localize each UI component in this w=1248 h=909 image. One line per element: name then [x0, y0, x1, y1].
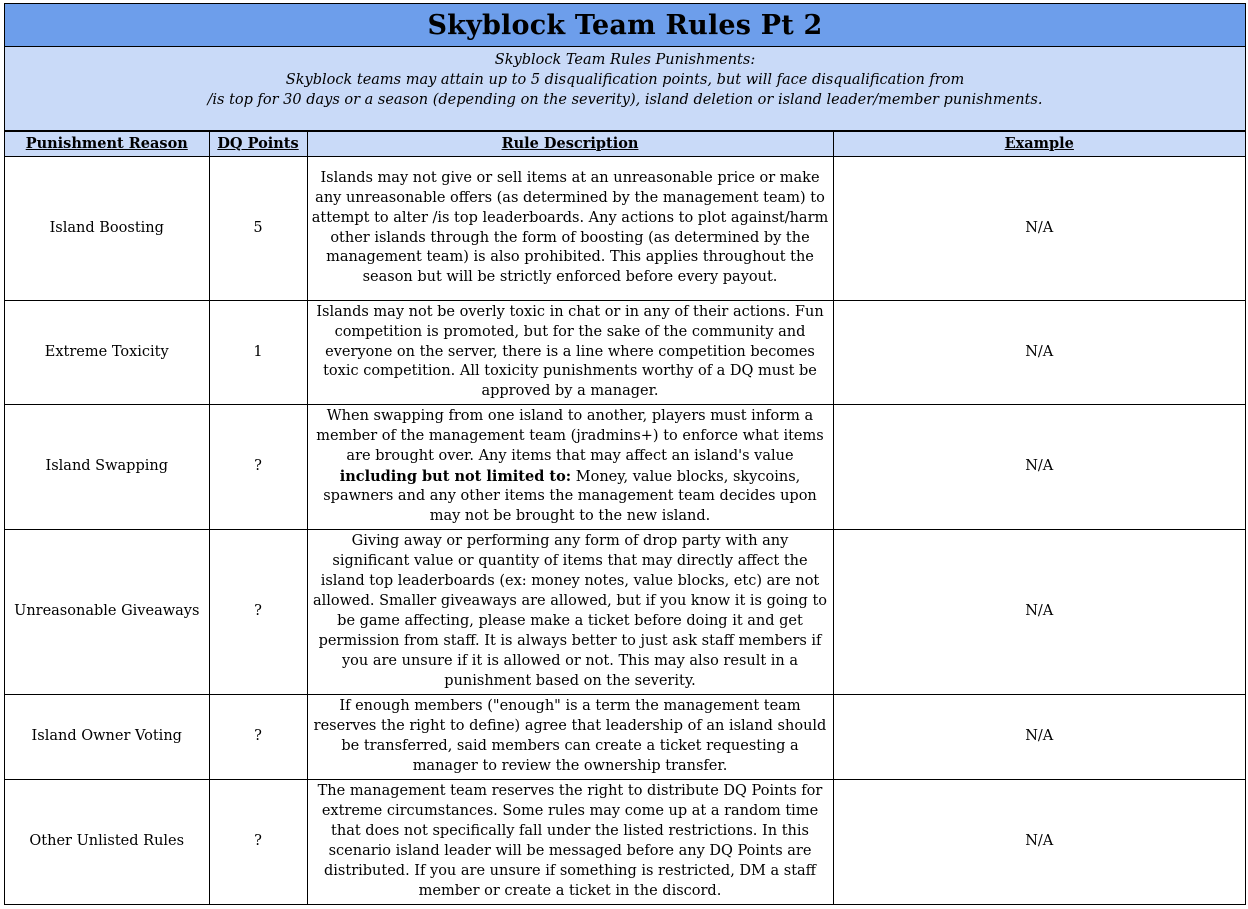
- header-punishment-reason: Punishment Reason: [5, 132, 209, 157]
- reason-cell: Extreme Toxicity: [5, 301, 209, 405]
- example-cell: N/A: [833, 695, 1245, 780]
- table-row: [5, 405, 1245, 530]
- subtitle-block: [5, 47, 1245, 131]
- points-cell: ?: [209, 695, 307, 780]
- description-cell: If enough members ("enough" is a term the management team reserves the right to define) agree that leadership of an island should be transferred, said members can create a ticket requesting a manager to review the ownership transfer.: [307, 695, 833, 780]
- subtitle-line: Skyblock Team Rules Punishments:: [494, 52, 756, 68]
- example-cell: N/A: [833, 405, 1245, 530]
- table-row: [5, 695, 1245, 780]
- table-row: [5, 530, 1245, 695]
- example-cell: N/A: [833, 157, 1245, 301]
- reason-cell: Other Unlisted Rules: [5, 780, 209, 905]
- example-cell: N/A: [833, 530, 1245, 695]
- header-dq-points: DQ Points: [209, 132, 307, 157]
- description-text: Money, value blocks, skycoins, spawners and any other items the management team decides upon may not be brought to the new island.: [323, 468, 817, 525]
- description-cell: [307, 405, 833, 530]
- title-banner: [5, 3, 1245, 47]
- reason-cell: Island Owner Voting: [5, 695, 209, 780]
- description-cell: Islands may not be overly toxic in chat or in any of their actions. Fun competition is promoted, but for the sake of the community and everyone on the server, there is a line where competition becomes toxic competition. All toxicity punishments worthy of a DQ must be approved by a manager.: [307, 301, 833, 405]
- table-row: [5, 780, 1245, 905]
- header-example: Example: [833, 132, 1245, 157]
- description-bold-text: including but not limited to:: [339, 467, 572, 485]
- points-cell: 5: [209, 157, 307, 301]
- points-cell: ?: [209, 530, 307, 695]
- points-cell: ?: [209, 405, 307, 530]
- points-cell: ?: [209, 780, 307, 905]
- example-cell: N/A: [833, 780, 1245, 905]
- description-cell: Giving away or performing any form of drop party with any significant value or quantity of items that may directly affect the island top leaderboards (ex: money notes, value blocks, etc) are not allowed. Smaller giveaways are allowed, but if you know it is going to be game affecting, please make a ticket before doing it and get permission from staff. It is always better to just ask staff members if you are unsure if it is allowed or not. This may also result in a punishment based on the severity.: [307, 530, 833, 695]
- points-cell: 1: [209, 301, 307, 405]
- sheet-title: Skyblock Team Rules Pt 2: [427, 9, 823, 41]
- table-row: [5, 301, 1245, 405]
- subtitle-line: Skyblock teams may attain up to 5 disqualification points, but will face disqualification from: [285, 72, 965, 88]
- header-rule-description: Rule Description: [307, 132, 833, 157]
- example-cell: N/A: [833, 301, 1245, 405]
- description-text: When swapping from one island to another, players must inform a member of the management team (jradmins+) to enforce what items are brought over. Any items that may affect an island's value: [316, 407, 824, 464]
- reason-cell: Island Swapping: [5, 405, 209, 530]
- reason-cell: Unreasonable Giveaways: [5, 530, 209, 695]
- description-cell: The management team reserves the right to distribute DQ Points for extreme circumstances. Some rules may come up at a random time that does not specifically fall under the listed restrictions. In this scenario island leader will be messaged before any DQ Points are distributed. If you are unsure if something is restricted, DM a staff member or create a ticket in the discord.: [307, 780, 833, 905]
- subtitle-line: /is top for 30 days or a season (depending on the severity), island deletion or island leader/member punishments.: [207, 92, 1043, 108]
- table-row: [5, 157, 1245, 301]
- reason-cell: Island Boosting: [5, 157, 209, 301]
- description-cell: Islands may not give or sell items at an unreasonable price or make any unreasonable offers (as determined by the management team) to attempt to alter /is top leaderboards. Any actions to plot against/harm other islands through the form of boosting (as determined by the management team) is also prohibited. This applies throughout the season but will be strictly enforced before every payout.: [307, 157, 833, 301]
- header-row: [5, 132, 1245, 157]
- rules-sheet: [4, 3, 1246, 905]
- rules-table: [5, 131, 1245, 905]
